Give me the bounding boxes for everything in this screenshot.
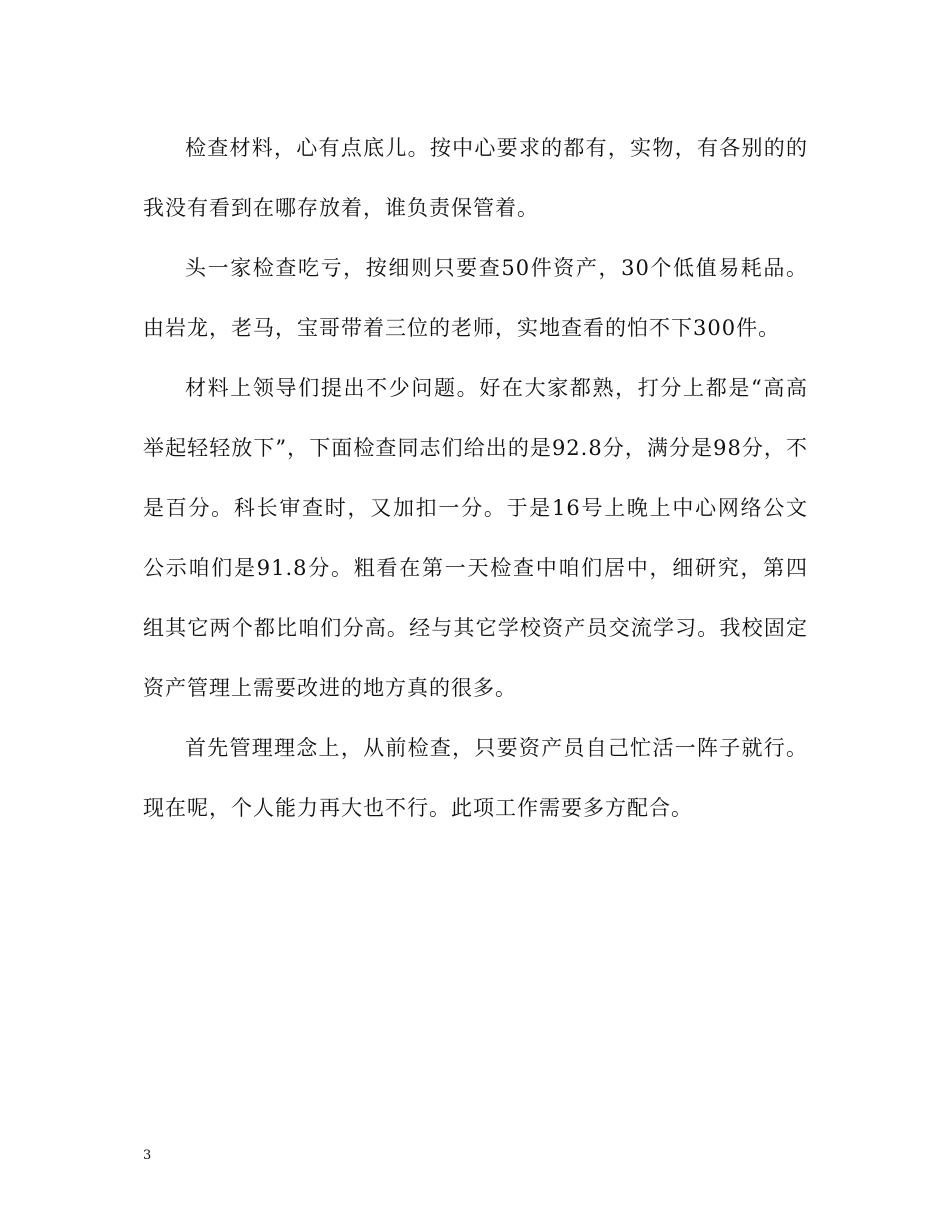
body-text [143,118,808,838]
page-number: 3 [143,1148,152,1163]
paragraph: 检查材料，心有点底儿。按中心要求的都有，实物，有各别的的我没有看到在哪存放着，谁负责保管着。 [143,136,808,220]
paragraph: 首先管理理念上，从前检查，只要资产员自己忙活一阵子就行。现在呢，个人能力再大也不行。此项工作需要多方配合。 [143,736,808,820]
paragraph: 头一家检查吃亏，按细则只要查50件资产，30个低值易耗品。由岩龙，老马，宝哥带着三位的老师，实地查看的怕不下300件。 [143,256,808,340]
paragraph: 材料上领导们提出不少问题。好在大家都熟，打分上都是“高高举起轻轻放下”，下面检查同志们给出的是92.8分，满分是98分，不是百分。科长审查时，又加扣一分。于是16号上晚上中心网络公文公示咱们是91.8分。粗看在第一天检查中咱们居中，细研究，第四组其它两个都比咱们分高。经与其它学校资产员交流学习。我校固定资产管理上需要改进的地方真的很多。 [143,376,808,700]
